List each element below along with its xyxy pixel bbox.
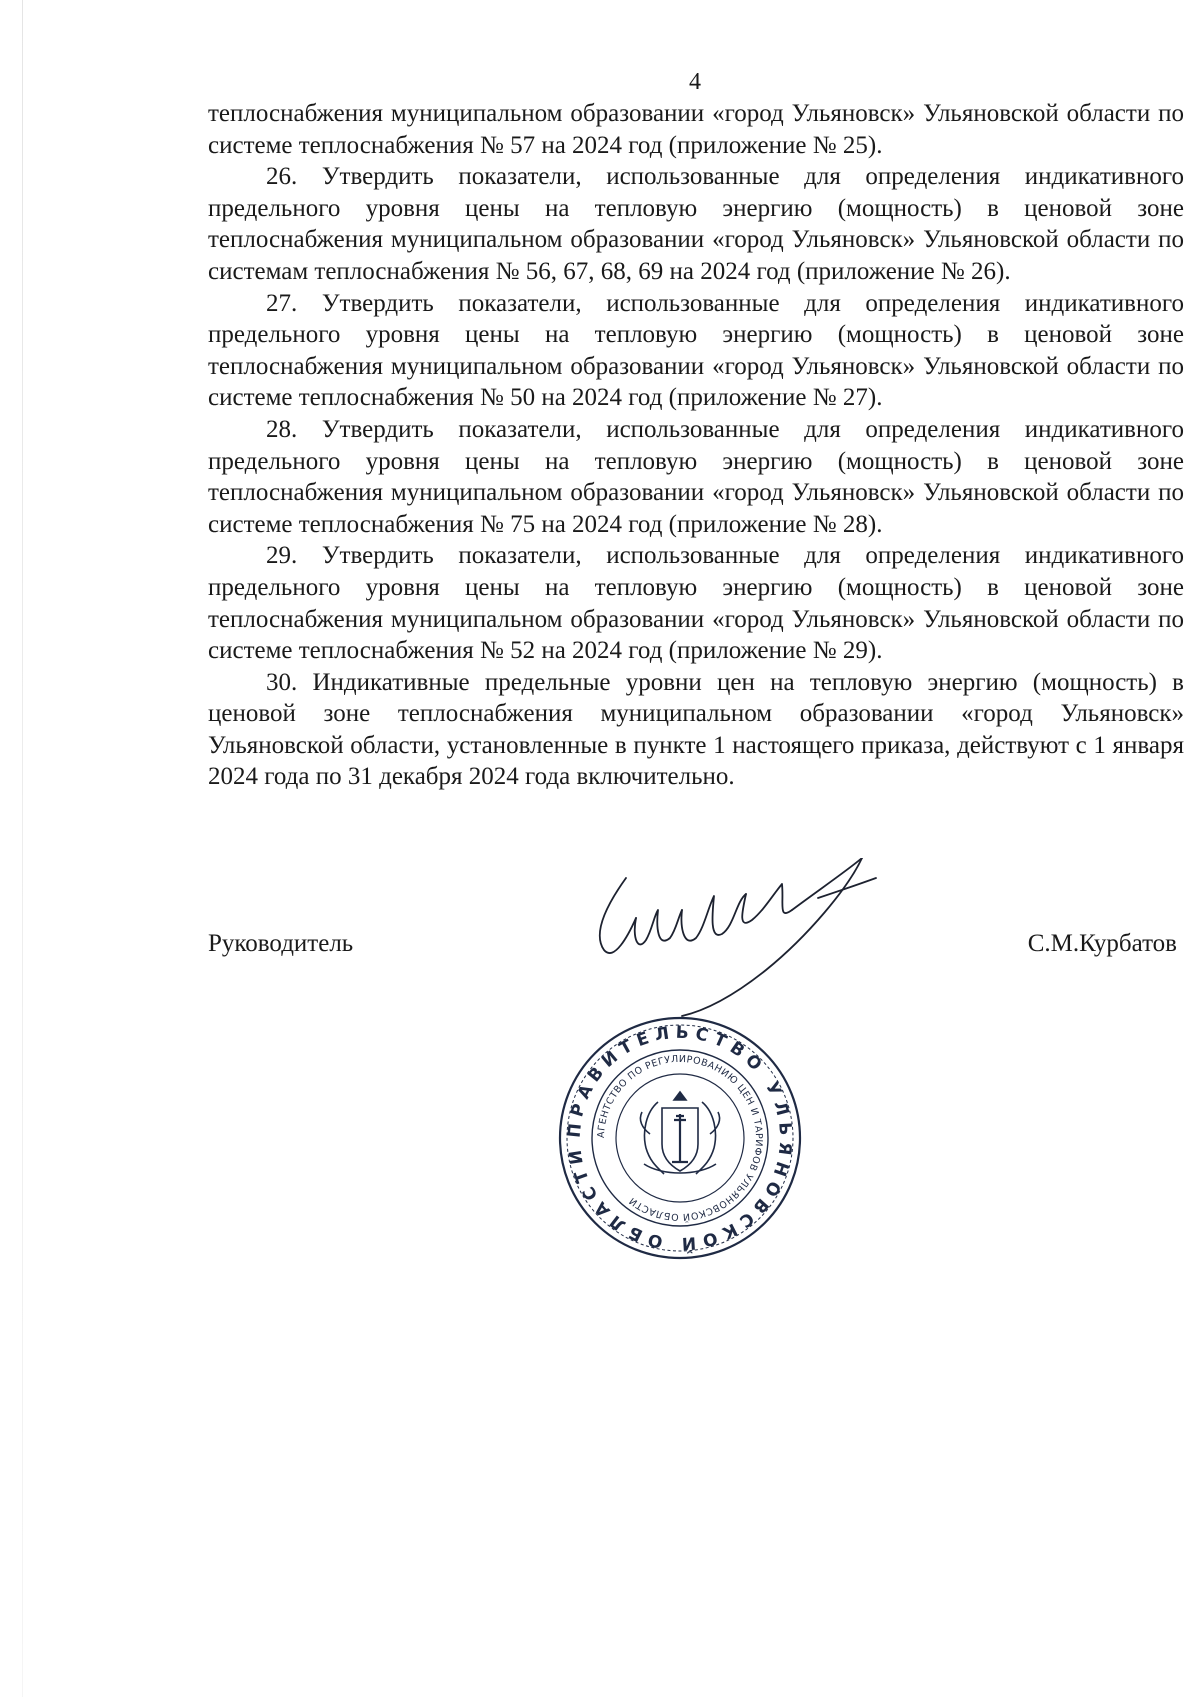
paragraph-continuation: теплоснабжения муниципальном образовании «город Ульяновск» Ульяновской области по системе теплоснабжения № 57 на 2024 год (приложение № 25). [208, 100, 1184, 159]
coat-of-arms-icon [640, 1092, 719, 1174]
paragraph-item-29: 29. Утвердить показатели, использованные для определения индикативного предельного уровня цены на тепловую энергию (мощность) в ценовой зоне теплоснабжения муниципальном образовании «город Ульяновск» Ульяновской области по системе теплоснабжения № 52 на 2024 год (приложение № 29). [208, 542, 1184, 665]
paragraph-item-27: 27. Утвердить показатели, использованные для определения индикативного предельного уровня цены на тепловую энергию (мощность) в ценовой зоне теплоснабжения муниципальном образовании «город Ульяновск» Ульяновской области по системе теплоснабжения № 50 на 2024 год (приложение № 27). [208, 289, 1184, 412]
signatory-role: Руководитель [208, 930, 354, 957]
paragraph-item-30: 30. Индикативные предельные уровни цен на тепловую энергию (мощность) в ценовой зоне теплоснабжения муниципальном образовании «город Ульяновск» Ульяновской области, установленные в пункте 1 настоящего приказа, действуют с 1 января 2024 года по 31 декабря 2024 года включительно. [208, 668, 1184, 791]
page-number: 4 [689, 69, 701, 95]
signatory-name: С.М.Курбатов [1027, 930, 1177, 957]
seal-outer-text: ПРАВИТЕЛЬСТВО УЛЬЯНОВСКОЙ ОБЛАСТИ [564, 1022, 796, 1254]
seal-inner-text: АГЕНТСТВО ПО РЕГУЛИРОВАНИЮ ЦЕН И ТАРИФОВ УЛЬЯНОВСКОЙ ОБЛАСТИ [595, 1053, 765, 1223]
document-body [208, 98, 1184, 793]
scan-edge-line [22, 0, 23, 1697]
handwritten-signature [586, 858, 916, 1018]
paragraph-item-28: 28. Утвердить показатели, использованные для определения индикативного предельного уровня цены на тепловую энергию (мощность) в ценовой зоне теплоснабжения муниципальном образовании «город Ульяновск» Ульяновской области по системе теплоснабжения № 75 на 2024 год (приложение № 28). [208, 415, 1184, 538]
official-seal [558, 1016, 802, 1260]
paragraph-item-26: 26. Утвердить показатели, использованные для определения индикативного предельного уровня цены на тепловую энергию (мощность) в ценовой зоне теплоснабжения муниципальном образовании «город Ульяновск» Ульяновской области по системам теплоснабжения № 56, 67, 68, 69 на 2024 год (приложение № 26). [208, 163, 1184, 285]
